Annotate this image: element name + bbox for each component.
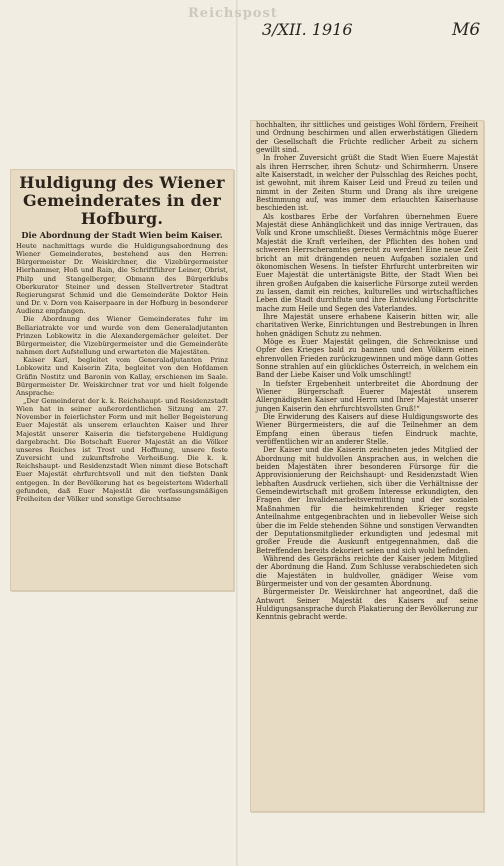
paragraph-arrival: Die Abordnung des Wiener Gemeinderates fuhr im Bellariatrakte vor und wurde von dem Generaladjutanten Prinzen Lobkowitz in die Alexandergemächer geleitet. Der Bürgermeister, die Vizebürgermeister und die Gemeinderäte nahmen dort Aufstellung und erwarteten die Majestäten. — [16, 315, 228, 357]
article-subheadline: Die Abordnung der Stadt Wien beim Kaiser. — [21, 230, 223, 240]
paragraph-speech-continued: hochhalten, ihr sittliches und geistiges Wohl fördern, Freiheit und Ordnung beschirmen und allen erwerbstätigen Gliedern der Gesellschaft die Früchte redlicher Arbeit zu sichern gewillt sind. — [256, 121, 478, 155]
sheet-fold-line — [236, 0, 238, 866]
handwritten-date: 3/XII. 1916 — [262, 20, 353, 39]
paragraph-empress-request: Ihre Majestät unsere erhabene Kaiserin bitten wir, alle charitativen Werke, Einrichtungen und Bestrebungen in Ihren hohen gnädigen Schutz zu nehmen. — [256, 312, 478, 338]
paragraph-devotion: In tiefster Ergebenheit unterbreitet die Abordnung der Wiener Bürgerschaft Euerer Majestät unserem Allergnädigsten Kaiser und Herrn und Ihrer Majestät unserer jungen Kaiserin den ehrfurchtsvollsten Gruß!“ — [256, 379, 478, 413]
paragraph-emperor-entrance: Kaiser Karl, begleitet vom Generaladjutanten Prinz Lobkowitz und Kaiserin Zita, begleitet von den Hofdamen Gräfin Nostitz und Baronin von Kallay, erschienen im Saale. Bürgermeister Dr. Weiskirchner trat vor und hielt folgende Ansprache: — [16, 356, 228, 397]
article-headline: Huldigung des Wiener Gemeinderates in der Hofburg. — [19, 173, 225, 228]
faded-newspaper-stamp: Reichspost — [188, 6, 278, 21]
handwritten-reference: M6 — [452, 20, 481, 40]
paragraph-reply-note: Die Erwiderung des Kaisers auf diese Huldigungsworte des Wiener Bürgermeisters, die auf die Teilnehmer an dem Empfang einen überaus tiefen Eindruck machte, veröffentlichen wir an anderer Stelle. — [256, 413, 478, 447]
paragraph-peace-wish: Möge es Euer Majestät gelingen, die Schrecknisse und Opfer des Krieges bald zu bannen und den Völkern einen ehrenvollen Frieden zurückzugewinnen und möge dann Gottes Sonne strahlen auf ein glückliches Österreich, in welchem ein Band der Liebe Kaiser und Volk umschlingt! — [256, 337, 478, 380]
paragraph-delegation: Heute nachmittags wurde die Huldigungsabordnung des Wiener Gemeinderates, bestehend aus den Herren: Bürgermeister Dr. Weiskirchner, die Vizebürgermeister Hierhammer, Hoß und Rain, die Schriftführer Leiner, Obrist, Philp und Stangelberger, Obmann des Bürgerklubs Oberkurator Steiner und dessen Stellvertreter Stadtrat Regierungsrat Schmid und die Gemeinderäte Doktor Hein und Dr. v. Dorn von Kaiserpaare in der Hofburg in besonderer Audienz empfangen. — [16, 242, 228, 316]
paragraph-speech-start: „Der Gemeinderat der k. k. Reichshaupt- und Residenzstadt Wien hat in seiner außerordentlichen Sitzung am 27. November in feierlichster Form und mit heller Begeisterung Euer Majestät als unserem erlauchten Kaiser und Ihrer Majestät unserer Kaiserin die tiefstergebene Huldigung dargebracht. Die Botschaft Euerer Majestät an die Völker unseres Reiches ist Trost und Hoffnung, unsere feste Zuversicht und zukunftsfrohe Verheißung. Die k. k. Reichshaupt- und Residenzstadt Wien nimmt diese Botschaft Euer Majestät ehrfurchtsvoll und mit den tiefsten Dank entgegen. In der Bevölkerung hat es begeistertem Widerhall gefunden, daß Euer Majestät die verfassungsmäßigen Freiheiten der Völker und sonstige Gerechtsame — [16, 396, 228, 503]
left-newspaper-clipping — [10, 169, 234, 591]
paragraph-poster-order: Bürgermeister Dr. Weiskirchner hat angeordnet, daß die Antwort Seiner Majestät des Kaisers auf seine Huldigungsansprache durch Plakatierung der Bevölkerung zur Kenntnis gebracht werde. — [256, 588, 478, 622]
paragraph-audience-details: Der Kaiser und die Kaiserin zeichneten jedes Mitglied der Abordnung mit huldvollen Ansprachen aus, in welchen die beiden Majestäten ihrer besonderen Fürsorge für die Approvisionierung der Reichshaupt- und Residenzstadt Wien lebhaften Ausdruck verliehen, sich über die Verhältnisse der Gemeindewirtschaft mit großem Interesse erkundigten, den Fragen der Invalidenarbeitsvermittlung und der sozialen Maßnahmen für die heimkehrenden Krieger regste Anteilnahme entgegenbrachten und in liebevoller Weise sich über die im Felde stehenden Söhne und sonstigen Verwandten der Deputationsmitglieder erkundigten und jedesmal mit großer Freude die Auskunft entgegennahmen, daß die Betreffenden bereits dekoriert seien und sich wohl befinden. — [256, 446, 478, 555]
paragraph-heritage: Als kostbares Erbe der Vorfahren übernehmen Euere Majestät diese Anhänglichkeit und das innige Vertrauen, das Volk und Krone umschließt. Dieses Vermächtnis möge Euerer Majestät die Kraft verleihen, der Pflichten des hohen und schweren Herrscheramtes gerecht zu werden! Eine neue Zeit bricht an mit drängenden neuen Aufgaben sozialen und ökonomischen Wesens. In tiefster Ehrfurcht unterbreiten wir Euer Majestät die untertänigste Bitte, der Stadt Wien bei ihren großen Aufgaben die kaiserliche Fürsorge zuteil werden zu lassen, damit ein reiches, kulturelles und wirtschaftliches Leben die Stadt durchflute und ihre Entwicklung Fortschritte mache zum Heile und Segen des Vaterlandes. — [256, 212, 478, 313]
paragraph-greeting: In froher Zuversicht grüßt die Stadt Wien Euere Majestät als ihren Herrscher, ihren Schutz- und Schirmherrn. Unsere alte Kaiserstadt, in welcher der Pulsschlag des Reiches pocht, ist gewohnt, mit ihrem Kaiser Leid und Freud zu teilen und nimmt in der Zeiten Sturm und Drang als ihre ureigene Bestimmung auf, was immer dem erlauchten Kaiserhause beschieden ist. — [256, 154, 478, 213]
right-newspaper-clipping — [250, 120, 484, 812]
paragraph-farewell: Während des Gesprächs reichte der Kaiser jedem Mitglied der Abordnung die Hand. Zum Schlusse verabschiedeten sich die Majestäten in huldvoller, gnädiger Weise vom Bürgermeister und von der gesamten Abordnung. — [256, 554, 478, 588]
